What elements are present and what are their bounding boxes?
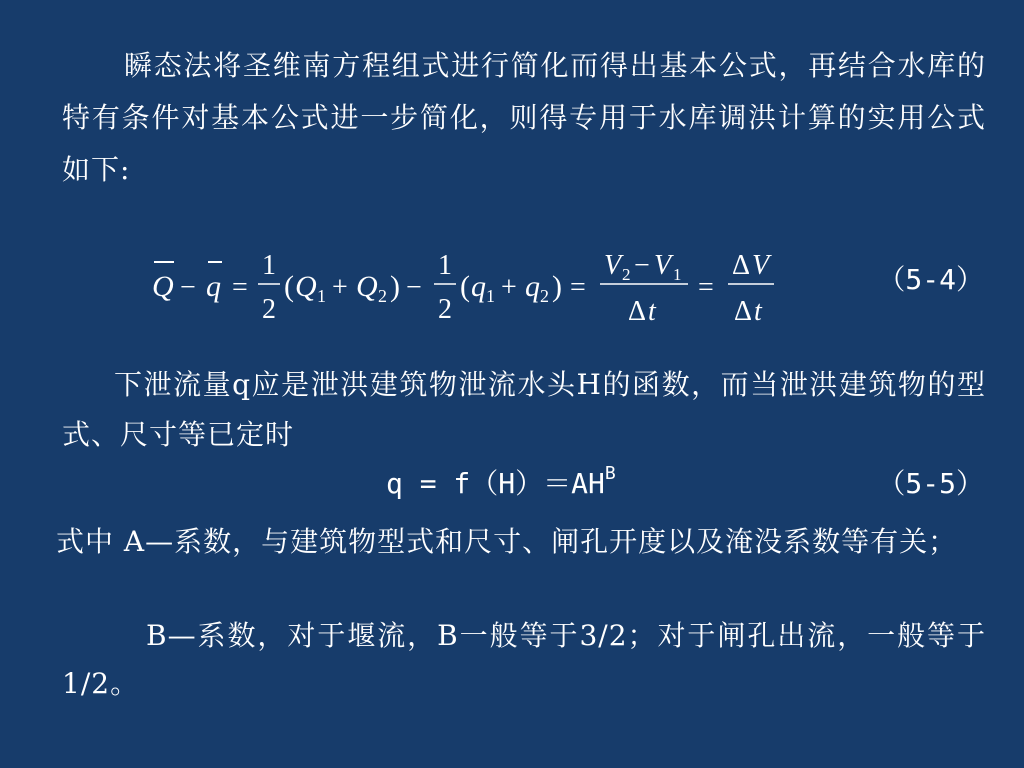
intro-paragraph: 瞬态法将圣维南方程组式进行简化而得出基本公式，再结合水库的特有条件对基本公式进一步简化，则得专用于水库调洪计算的实用公式如下:	[62, 49, 986, 186]
frac4-delta-bottom: Δ	[734, 296, 753, 327]
formula-5-4-svg	[140, 236, 800, 336]
op-equals-2: =	[570, 272, 586, 303]
discharge-paragraph: 下泄流量q应是泄洪建筑物泄流水头H的函数，而当泄洪建筑物的型式、尺寸等已定时	[62, 368, 986, 451]
op-equals-3: =	[698, 272, 714, 303]
frac2-numerator: 1	[438, 250, 452, 281]
frac1-denominator: 2	[262, 294, 276, 325]
paren-open-2: (	[460, 270, 470, 303]
frac3-delta: Δ	[628, 296, 647, 327]
op-minus-2: −	[406, 272, 422, 303]
var-q1: q	[471, 270, 486, 303]
op-equals-1: =	[232, 272, 248, 303]
var-Q2: Q	[356, 270, 378, 303]
var-Q1: Q	[295, 270, 317, 303]
coefficient-b-paragraph: B—系数，对于堰流，B一般等于3/2；对于闸孔出流，一般等于1/2。	[62, 619, 986, 700]
var-V1: V	[654, 250, 672, 281]
op-plus-1: +	[332, 272, 348, 303]
op-minus-1: −	[180, 272, 196, 303]
frac3-t: t	[648, 296, 656, 327]
formula-5-5-body: q = f（H）＝AH	[386, 467, 605, 500]
frac4-V: V	[752, 250, 770, 281]
formula-5-4	[140, 236, 800, 336]
equation-number-5-4: （5-4）	[877, 263, 984, 296]
var-V2: V	[604, 250, 622, 281]
formula-5-5	[386, 462, 616, 502]
paren-open-1: (	[284, 270, 294, 303]
sub-Q1: 1	[317, 286, 326, 306]
equation-number-5-5: （5-5）	[877, 467, 984, 500]
var-Q: Q	[152, 270, 174, 303]
frac1-numerator: 1	[262, 250, 276, 281]
coefficient-a-paragraph: 式中 A—系数，与建筑物型式和尺寸、闸孔开度以及淹没系数等有关；	[56, 525, 958, 558]
op-plus-2: +	[501, 272, 517, 303]
paren-close-2: )	[552, 270, 562, 303]
frac4-delta-top: Δ	[732, 250, 751, 281]
var-q: q	[206, 270, 221, 303]
formula-5-5-exponent: B	[604, 462, 616, 484]
sub-V1: 1	[673, 265, 682, 284]
op-minus-3: −	[634, 250, 650, 281]
sub-Q2: 2	[378, 286, 387, 306]
sub-V2: 2	[622, 265, 631, 284]
frac4-t: t	[754, 296, 762, 327]
sub-q1: 1	[486, 286, 495, 306]
frac2-denominator: 2	[438, 294, 452, 325]
var-q2: q	[525, 270, 540, 303]
sub-q2: 2	[540, 286, 549, 306]
paren-close-1: )	[390, 270, 400, 303]
